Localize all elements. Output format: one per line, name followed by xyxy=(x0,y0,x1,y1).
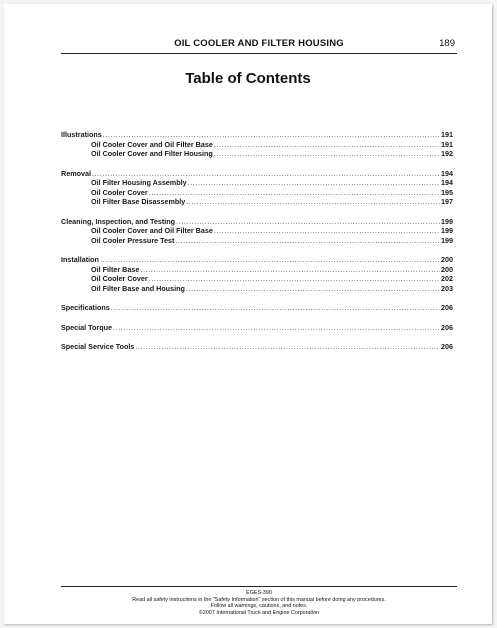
dot-leader xyxy=(186,197,440,207)
toc-entry-label: Special Service Tools xyxy=(61,342,135,351)
toc-entry-label: Specifications xyxy=(61,303,110,312)
toc-entry-page: 191 xyxy=(441,139,453,149)
toc-entry[interactable] xyxy=(61,323,453,333)
toc-entry-page: 192 xyxy=(441,149,453,158)
toc-subentry[interactable] xyxy=(61,197,453,207)
toc-entry-label: Oil Cooler Cover and Filter Housing xyxy=(91,149,213,158)
dot-leader xyxy=(175,236,440,246)
page-header xyxy=(61,35,457,54)
toc-entry-label: Oil Cooler Pressure Test xyxy=(91,235,175,245)
table-of-contents xyxy=(61,130,453,362)
dot-leader xyxy=(100,255,440,265)
toc-subentry[interactable] xyxy=(61,226,453,236)
toc-entry[interactable] xyxy=(61,169,453,179)
toc-entry-label: Oil Filter Base and Housing xyxy=(91,283,185,293)
toc-section xyxy=(61,323,453,333)
dot-leader xyxy=(135,342,440,352)
toc-section xyxy=(61,255,453,293)
dot-leader xyxy=(214,149,440,159)
dot-leader xyxy=(149,188,440,198)
toc-entry-page: 206 xyxy=(441,342,453,351)
toc-section xyxy=(61,217,453,246)
toc-entry-page: 206 xyxy=(441,303,453,312)
footer-copyright: ©2007 International Truck and Engine Corporation xyxy=(198,609,320,616)
toc-entry-page: 194 xyxy=(441,178,453,187)
page-footer xyxy=(61,586,457,616)
toc-subentry[interactable] xyxy=(61,265,453,275)
toc-entry-label: Oil Cooler Cover and Oil Filter Base xyxy=(91,139,213,149)
toc-entry[interactable] xyxy=(61,342,453,352)
toc-entry-page: 191 xyxy=(441,130,453,139)
toc-section xyxy=(61,303,453,313)
toc-entry-label: Oil Filter Base Disassembly xyxy=(91,197,186,206)
toc-entry-page: 199 xyxy=(441,226,453,235)
toc-subentry[interactable] xyxy=(61,140,453,150)
toc-subentry[interactable] xyxy=(61,178,453,188)
dot-leader xyxy=(113,323,440,333)
dot-leader xyxy=(176,217,440,227)
toc-entry-label: Oil Filter Housing Assembly xyxy=(91,178,187,187)
footer-doc-id: EGES-390 xyxy=(246,590,272,596)
toc-subentry[interactable] xyxy=(61,188,453,198)
toc-entry-page: 202 xyxy=(441,274,453,283)
toc-entry-page: 200 xyxy=(441,264,453,274)
footer-safety-line: Read all safety instructions in the "Safety Information" section of this manual before doing any procedures. xyxy=(132,596,386,603)
toc-entry-label: Oil Cooler Cover and Oil Filter Base xyxy=(91,226,213,235)
toc-subentry[interactable] xyxy=(61,284,453,294)
toc-section xyxy=(61,342,453,352)
toc-section xyxy=(61,130,453,159)
dot-leader xyxy=(103,130,440,140)
toc-subentry[interactable] xyxy=(61,236,453,246)
dot-leader xyxy=(92,169,440,179)
toc-entry-page: 199 xyxy=(441,216,453,226)
dot-leader xyxy=(111,303,440,313)
dot-leader xyxy=(214,140,440,150)
toc-entry[interactable] xyxy=(61,217,453,227)
toc-entry[interactable] xyxy=(61,130,453,140)
toc-entry-label: Illustrations xyxy=(61,130,102,139)
toc-entry-label: Oil Filter Base xyxy=(91,264,140,274)
toc-entry[interactable] xyxy=(61,255,453,265)
header-page-number: 189 xyxy=(439,38,455,49)
toc-entry[interactable] xyxy=(61,303,453,313)
toc-subentry[interactable] xyxy=(61,274,453,284)
toc-title: Table of Contents xyxy=(185,70,311,87)
toc-entry-page: 206 xyxy=(441,322,453,332)
toc-entry-page: 197 xyxy=(441,197,453,206)
toc-entry-label: Special Torque xyxy=(61,322,112,332)
toc-entry-page: 203 xyxy=(441,283,453,293)
toc-entry-page: 199 xyxy=(441,235,453,245)
toc-entry-label: Cleaning, Inspection, and Testing xyxy=(61,216,176,226)
header-title: OIL COOLER AND FILTER HOUSING xyxy=(174,38,344,49)
dot-leader xyxy=(149,274,440,284)
document-page xyxy=(4,4,492,624)
dot-leader xyxy=(186,284,440,294)
toc-entry-page: 200 xyxy=(441,255,453,264)
dot-leader xyxy=(214,226,440,236)
toc-entry-label: Oil Cooler Cover xyxy=(91,274,148,283)
dot-leader xyxy=(140,265,440,275)
toc-entry-page: 194 xyxy=(441,168,453,178)
toc-entry-label: Oil Cooler Cover xyxy=(91,187,148,197)
toc-section xyxy=(61,169,453,207)
toc-entry-label: Installation xyxy=(61,255,99,264)
toc-subentry[interactable] xyxy=(61,149,453,159)
toc-entry-page: 195 xyxy=(441,187,453,197)
footer-warnings-line: Follow all warnings, cautions, and notes. xyxy=(210,603,308,610)
toc-entry-label: Removal xyxy=(61,168,91,178)
dot-leader xyxy=(188,178,440,188)
